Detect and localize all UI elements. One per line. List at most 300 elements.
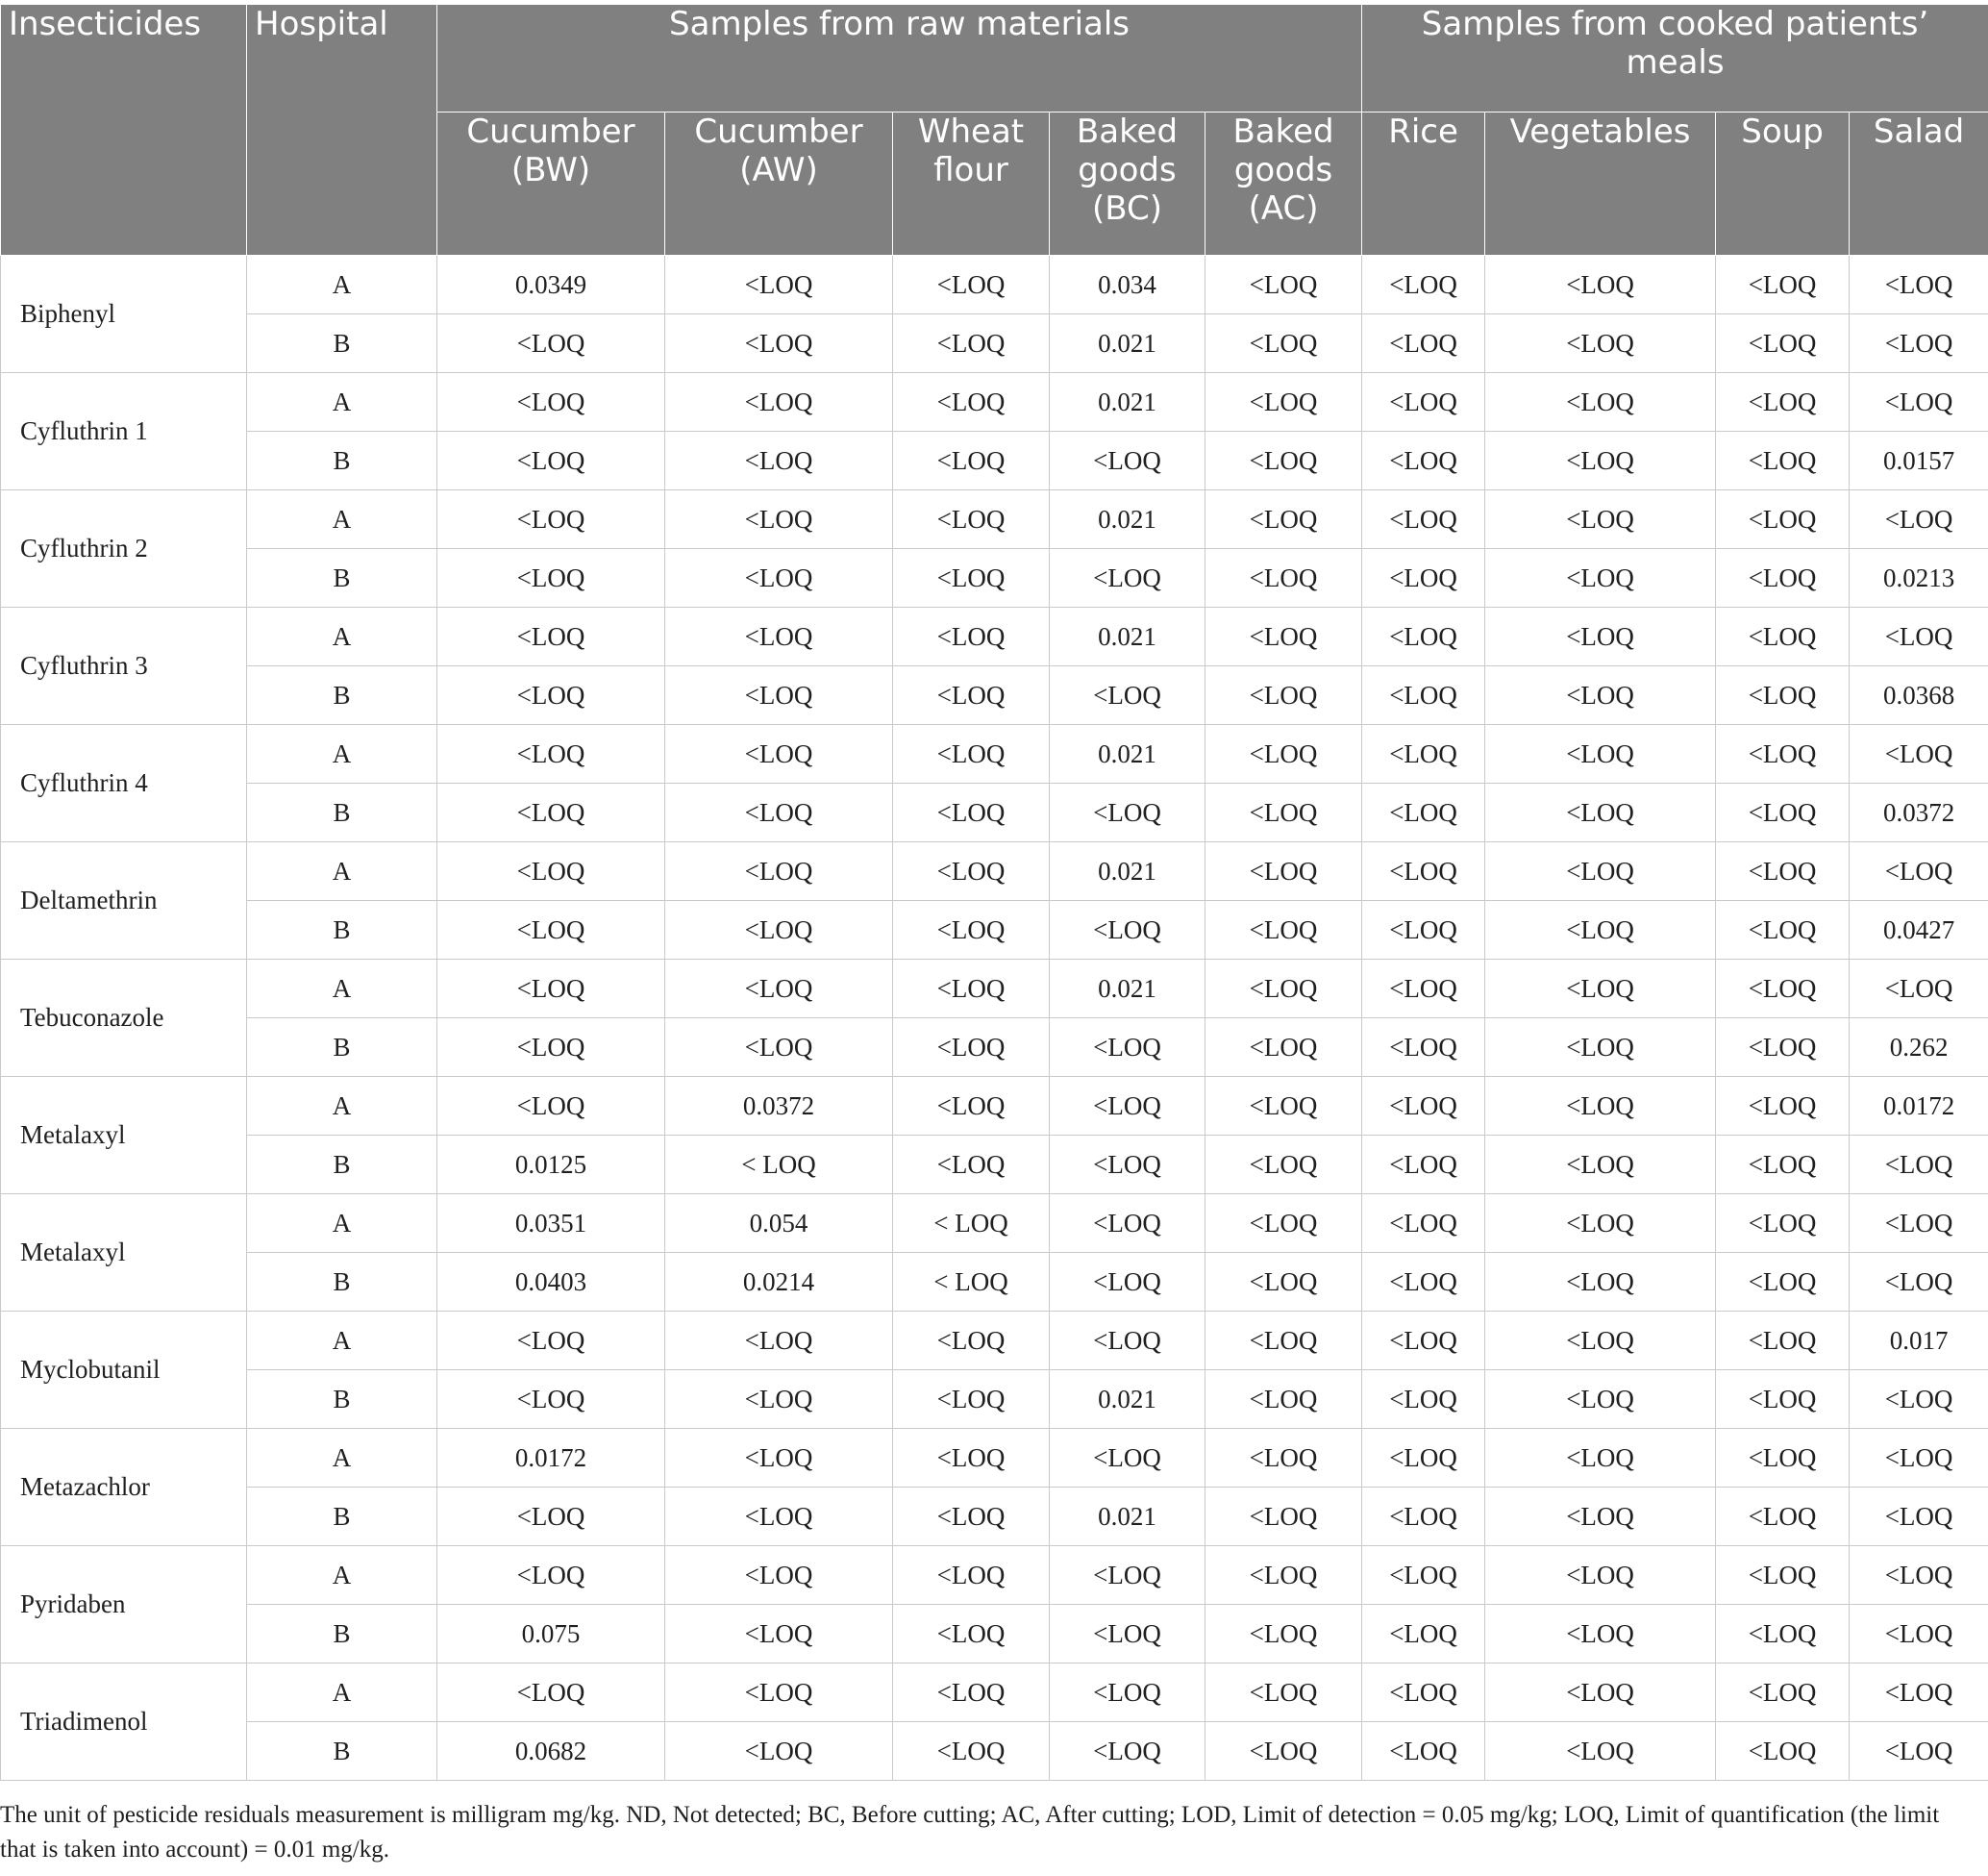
value-cell: 0.021 [1050, 960, 1205, 1018]
hospital-cell: A [247, 490, 437, 549]
value-cell: <LOQ [893, 1312, 1050, 1370]
value-cell: <LOQ [893, 373, 1050, 432]
value-cell: <LOQ [1050, 1136, 1205, 1194]
value-cell: <LOQ [437, 1312, 665, 1370]
value-cell: <LOQ [1362, 725, 1485, 784]
value-cell: <LOQ [665, 725, 893, 784]
value-cell: <LOQ [1362, 1546, 1485, 1605]
insecticide-name: Cyfluthrin 3 [1, 608, 247, 725]
value-cell: <LOQ [893, 549, 1050, 608]
value-cell: 0.0403 [437, 1253, 665, 1312]
table-row [1, 373, 1988, 432]
table-row [1, 1194, 1988, 1253]
value-cell: <LOQ [893, 256, 1050, 314]
insecticide-name: Metalaxyl [1, 1194, 247, 1312]
value-cell: <LOQ [1485, 549, 1716, 608]
value-cell: <LOQ [1485, 1488, 1716, 1546]
value-cell: <LOQ [665, 1488, 893, 1546]
value-cell: <LOQ [437, 608, 665, 666]
value-cell: <LOQ [1362, 432, 1485, 490]
value-cell: <LOQ [893, 666, 1050, 725]
value-cell: <LOQ [1850, 1663, 1988, 1722]
value-cell: <LOQ [1850, 256, 1988, 314]
value-cell: <LOQ [1850, 725, 1988, 784]
value-cell: <LOQ [1485, 725, 1716, 784]
value-cell: <LOQ [893, 1488, 1050, 1546]
insecticide-name: Triadimenol [1, 1663, 247, 1781]
value-cell: <LOQ [1850, 960, 1988, 1018]
value-cell: 0.021 [1050, 490, 1205, 549]
value-cell: <LOQ [1485, 1546, 1716, 1605]
value-cell: 0.0372 [1850, 784, 1988, 842]
table-row [1, 1663, 1988, 1722]
hospital-cell: B [247, 1488, 437, 1546]
value-cell: <LOQ [1850, 1722, 1988, 1781]
header-salad: Salad [1850, 113, 1988, 256]
value-cell: <LOQ [1716, 314, 1850, 373]
table-row [1, 256, 1988, 314]
insecticide-name: Biphenyl [1, 256, 247, 373]
value-cell: 0.021 [1050, 373, 1205, 432]
value-cell: <LOQ [1716, 1312, 1850, 1370]
value-cell: <LOQ [1050, 1663, 1205, 1722]
residues-table [0, 4, 1988, 1781]
value-cell: <LOQ [1485, 490, 1716, 549]
value-cell: <LOQ [1485, 1253, 1716, 1312]
value-cell: <LOQ [1716, 490, 1850, 549]
value-cell: <LOQ [437, 373, 665, 432]
value-cell: <LOQ [1050, 1018, 1205, 1077]
value-cell: <LOQ [1362, 901, 1485, 960]
hospital-cell: A [247, 1077, 437, 1136]
value-cell: <LOQ [1850, 1605, 1988, 1663]
table-row [1, 1722, 1988, 1781]
table-header [1, 5, 1988, 256]
value-cell: <LOQ [1362, 1429, 1485, 1488]
value-cell: <LOQ [1850, 1546, 1988, 1605]
table-row [1, 1370, 1988, 1429]
hospital-cell: A [247, 1312, 437, 1370]
value-cell: <LOQ [1205, 960, 1362, 1018]
value-cell: <LOQ [1205, 314, 1362, 373]
value-cell: <LOQ [1716, 1429, 1850, 1488]
value-cell: <LOQ [665, 784, 893, 842]
value-cell: 0.075 [437, 1605, 665, 1663]
value-cell: <LOQ [893, 960, 1050, 1018]
value-cell: <LOQ [1850, 842, 1988, 901]
value-cell: <LOQ [1485, 1429, 1716, 1488]
value-cell: <LOQ [665, 373, 893, 432]
value-cell: <LOQ [1716, 1077, 1850, 1136]
header-cooked-meals: Samples from cooked patients’ meals [1362, 5, 1988, 113]
value-cell: <LOQ [1050, 1194, 1205, 1253]
value-cell: <LOQ [665, 1605, 893, 1663]
value-cell: <LOQ [1716, 666, 1850, 725]
value-cell: <LOQ [893, 725, 1050, 784]
value-cell: <LOQ [1485, 432, 1716, 490]
hospital-cell: A [247, 256, 437, 314]
value-cell: <LOQ [893, 842, 1050, 901]
value-cell: <LOQ [1485, 1663, 1716, 1722]
value-cell: <LOQ [893, 1077, 1050, 1136]
hospital-cell: B [247, 901, 437, 960]
value-cell: <LOQ [1050, 901, 1205, 960]
hospital-cell: B [247, 1605, 437, 1663]
insecticide-name: Deltamethrin [1, 842, 247, 960]
value-cell: <LOQ [665, 1312, 893, 1370]
header-insecticides: Insecticides [1, 5, 247, 256]
hospital-cell: B [247, 1722, 437, 1781]
value-cell: 0.0372 [665, 1077, 893, 1136]
value-cell: <LOQ [1362, 960, 1485, 1018]
table-row [1, 842, 1988, 901]
hospital-cell: B [247, 666, 437, 725]
value-cell: <LOQ [1716, 901, 1850, 960]
value-cell: < LOQ [893, 1194, 1050, 1253]
value-cell: <LOQ [893, 1136, 1050, 1194]
value-cell: <LOQ [1850, 1253, 1988, 1312]
value-cell: <LOQ [1485, 1194, 1716, 1253]
value-cell: < LOQ [665, 1136, 893, 1194]
value-cell: <LOQ [1485, 1370, 1716, 1429]
value-cell: <LOQ [665, 314, 893, 373]
insecticide-name: Pyridaben [1, 1546, 247, 1663]
value-cell: <LOQ [665, 1018, 893, 1077]
value-cell: <LOQ [1716, 1546, 1850, 1605]
value-cell: <LOQ [665, 842, 893, 901]
value-cell: <LOQ [1205, 1722, 1362, 1781]
value-cell: <LOQ [1362, 1077, 1485, 1136]
value-cell: <LOQ [665, 256, 893, 314]
value-cell: <LOQ [1205, 549, 1362, 608]
value-cell: < LOQ [893, 1253, 1050, 1312]
value-cell: <LOQ [893, 1018, 1050, 1077]
value-cell: <LOQ [1362, 1488, 1485, 1546]
hospital-cell: A [247, 960, 437, 1018]
hospital-cell: B [247, 1018, 437, 1077]
table-row [1, 608, 1988, 666]
value-cell: <LOQ [1362, 1663, 1485, 1722]
value-cell: <LOQ [1362, 1253, 1485, 1312]
value-cell: <LOQ [437, 1663, 665, 1722]
value-cell: <LOQ [1205, 1194, 1362, 1253]
value-cell: <LOQ [1362, 1722, 1485, 1781]
table-footnote: The unit of pesticide residuals measurement is milligram mg/kg. ND, Not detected; BC, Before cutting; AC, After cutting; LOD, Limit of detection = 0.05 mg/kg; LOQ, Limit of quantification (the limit that is taken into account) = 0.01 mg/kg. [0, 1802, 1940, 1863]
hospital-cell: A [247, 373, 437, 432]
value-cell: <LOQ [1205, 1663, 1362, 1722]
value-cell: <LOQ [1716, 725, 1850, 784]
value-cell: <LOQ [1205, 1546, 1362, 1605]
value-cell: <LOQ [1362, 1018, 1485, 1077]
value-cell: <LOQ [893, 432, 1050, 490]
value-cell: 0.0427 [1850, 901, 1988, 960]
value-cell: <LOQ [1362, 256, 1485, 314]
value-cell: <LOQ [665, 608, 893, 666]
value-cell: <LOQ [1050, 1722, 1205, 1781]
value-cell: <LOQ [1362, 842, 1485, 901]
value-cell: <LOQ [1850, 1136, 1988, 1194]
value-cell: <LOQ [1716, 1253, 1850, 1312]
value-cell: <LOQ [1362, 1312, 1485, 1370]
header-vegetables: Vegetables [1485, 113, 1716, 256]
table-row [1, 432, 1988, 490]
value-cell: 0.021 [1050, 1488, 1205, 1546]
value-cell: <LOQ [1050, 432, 1205, 490]
value-cell: <LOQ [665, 666, 893, 725]
value-cell: <LOQ [1050, 784, 1205, 842]
value-cell: <LOQ [1485, 608, 1716, 666]
insecticide-name: Myclobutanil [1, 1312, 247, 1429]
hospital-cell: A [247, 1194, 437, 1253]
value-cell: <LOQ [1485, 314, 1716, 373]
value-cell: <LOQ [1850, 1194, 1988, 1253]
hospital-cell: A [247, 842, 437, 901]
value-cell: <LOQ [437, 960, 665, 1018]
value-cell: <LOQ [1362, 666, 1485, 725]
value-cell: <LOQ [893, 784, 1050, 842]
value-cell: <LOQ [665, 960, 893, 1018]
table-row [1, 1488, 1988, 1546]
value-cell: <LOQ [1205, 490, 1362, 549]
hospital-cell: A [247, 1546, 437, 1605]
value-cell: <LOQ [437, 490, 665, 549]
value-cell: 0.0213 [1850, 549, 1988, 608]
value-cell: <LOQ [1362, 1136, 1485, 1194]
value-cell: <LOQ [437, 901, 665, 960]
value-cell: <LOQ [1716, 1018, 1850, 1077]
value-cell: 0.054 [665, 1194, 893, 1253]
value-cell: 0.0351 [437, 1194, 665, 1253]
table-row [1, 1429, 1988, 1488]
value-cell: <LOQ [1205, 1077, 1362, 1136]
value-cell: <LOQ [665, 1546, 893, 1605]
value-cell: <LOQ [1716, 1722, 1850, 1781]
hospital-cell: B [247, 432, 437, 490]
value-cell: <LOQ [893, 1429, 1050, 1488]
value-cell: <LOQ [893, 1370, 1050, 1429]
value-cell: <LOQ [1205, 608, 1362, 666]
table-row [1, 1077, 1988, 1136]
value-cell: <LOQ [1716, 1488, 1850, 1546]
value-cell: 0.034 [1050, 256, 1205, 314]
table-row [1, 725, 1988, 784]
value-cell: <LOQ [1362, 490, 1485, 549]
insecticide-name: Cyfluthrin 4 [1, 725, 247, 842]
value-cell: <LOQ [437, 1546, 665, 1605]
value-cell: <LOQ [1850, 1488, 1988, 1546]
header-raw-materials: Samples from raw materials [437, 5, 1362, 113]
insecticide-name: Metazachlor [1, 1429, 247, 1546]
value-cell: <LOQ [893, 1605, 1050, 1663]
hospital-cell: B [247, 784, 437, 842]
table-row [1, 314, 1988, 373]
value-cell: <LOQ [1205, 666, 1362, 725]
value-cell: <LOQ [665, 901, 893, 960]
value-cell: <LOQ [665, 1370, 893, 1429]
value-cell: <LOQ [1205, 1312, 1362, 1370]
table-row [1, 666, 1988, 725]
value-cell: <LOQ [1362, 549, 1485, 608]
value-cell: <LOQ [1716, 960, 1850, 1018]
value-cell: <LOQ [437, 314, 665, 373]
value-cell: <LOQ [1205, 1370, 1362, 1429]
value-cell: <LOQ [1485, 960, 1716, 1018]
value-cell: <LOQ [1716, 1663, 1850, 1722]
value-cell: <LOQ [1205, 901, 1362, 960]
value-cell: <LOQ [1362, 1194, 1485, 1253]
value-cell: <LOQ [1485, 842, 1716, 901]
table-row [1, 1136, 1988, 1194]
value-cell: <LOQ [1485, 1018, 1716, 1077]
header-baked-goods-ac: Baked goods (AC) [1205, 113, 1362, 256]
hospital-cell: A [247, 608, 437, 666]
value-cell: 0.262 [1850, 1018, 1988, 1077]
value-cell: <LOQ [1485, 901, 1716, 960]
value-cell: <LOQ [1850, 490, 1988, 549]
insecticide-name: Cyfluthrin 1 [1, 373, 247, 490]
header-cucumber-bw: Cucumber (BW) [437, 113, 665, 256]
value-cell: <LOQ [437, 1488, 665, 1546]
value-cell: 0.021 [1050, 1370, 1205, 1429]
value-cell: <LOQ [437, 549, 665, 608]
value-cell: <LOQ [1362, 1605, 1485, 1663]
table-row [1, 1312, 1988, 1370]
value-cell: <LOQ [1050, 666, 1205, 725]
value-cell: <LOQ [1050, 549, 1205, 608]
value-cell: <LOQ [1716, 784, 1850, 842]
table-row [1, 1546, 1988, 1605]
value-cell: <LOQ [1716, 1136, 1850, 1194]
value-cell: <LOQ [437, 1370, 665, 1429]
value-cell: <LOQ [1850, 1429, 1988, 1488]
value-cell: 0.0172 [437, 1429, 665, 1488]
value-cell: <LOQ [1850, 314, 1988, 373]
value-cell: 0.0172 [1850, 1077, 1988, 1136]
value-cell: <LOQ [1205, 1253, 1362, 1312]
value-cell: <LOQ [1362, 784, 1485, 842]
hospital-cell: B [247, 1136, 437, 1194]
insecticide-name: Metalaxyl [1, 1077, 247, 1194]
value-cell: <LOQ [1050, 1605, 1205, 1663]
value-cell: <LOQ [1485, 1605, 1716, 1663]
value-cell: 0.0682 [437, 1722, 665, 1781]
value-cell: <LOQ [1850, 608, 1988, 666]
value-cell: 0.021 [1050, 314, 1205, 373]
header-hospital: Hospital [247, 5, 437, 256]
value-cell: <LOQ [1205, 1605, 1362, 1663]
value-cell: <LOQ [1205, 1018, 1362, 1077]
header-cucumber-aw: Cucumber (AW) [665, 113, 893, 256]
insecticide-name: Cyfluthrin 2 [1, 490, 247, 608]
value-cell: <LOQ [1205, 373, 1362, 432]
value-cell: 0.021 [1050, 842, 1205, 901]
value-cell: <LOQ [1716, 432, 1850, 490]
value-cell: 0.021 [1050, 608, 1205, 666]
value-cell: <LOQ [1716, 1370, 1850, 1429]
value-cell: <LOQ [1050, 1546, 1205, 1605]
value-cell: <LOQ [1485, 1136, 1716, 1194]
value-cell: <LOQ [893, 1722, 1050, 1781]
value-cell: <LOQ [1850, 373, 1988, 432]
value-cell: 0.0157 [1850, 432, 1988, 490]
value-cell: <LOQ [1850, 1370, 1988, 1429]
value-cell: <LOQ [1205, 1136, 1362, 1194]
value-cell: <LOQ [893, 490, 1050, 549]
value-cell: <LOQ [437, 666, 665, 725]
value-cell: <LOQ [1716, 549, 1850, 608]
value-cell: <LOQ [893, 901, 1050, 960]
value-cell: <LOQ [665, 1722, 893, 1781]
hospital-cell: B [247, 1253, 437, 1312]
table-row [1, 1605, 1988, 1663]
value-cell: <LOQ [1205, 1429, 1362, 1488]
value-cell: <LOQ [665, 432, 893, 490]
value-cell: <LOQ [437, 1077, 665, 1136]
value-cell: <LOQ [1485, 256, 1716, 314]
value-cell: <LOQ [1205, 432, 1362, 490]
table-row [1, 1253, 1988, 1312]
hospital-cell: A [247, 1429, 437, 1488]
hospital-cell: B [247, 549, 437, 608]
hospital-cell: B [247, 314, 437, 373]
value-cell: <LOQ [1362, 373, 1485, 432]
value-cell: <LOQ [1362, 1370, 1485, 1429]
value-cell: <LOQ [1205, 1488, 1362, 1546]
value-cell: <LOQ [1205, 842, 1362, 901]
table-body [1, 256, 1988, 1781]
value-cell: <LOQ [893, 314, 1050, 373]
value-cell: <LOQ [1050, 1312, 1205, 1370]
header-wheat-flour: Wheat flour [893, 113, 1050, 256]
value-cell: <LOQ [1362, 608, 1485, 666]
header-soup: Soup [1716, 113, 1850, 256]
hospital-cell: A [247, 1663, 437, 1722]
value-cell: 0.0214 [665, 1253, 893, 1312]
value-cell: <LOQ [1485, 1722, 1716, 1781]
value-cell: <LOQ [1485, 1077, 1716, 1136]
value-cell: <LOQ [437, 725, 665, 784]
value-cell: <LOQ [1362, 314, 1485, 373]
table-row [1, 490, 1988, 549]
value-cell: <LOQ [1485, 666, 1716, 725]
value-cell: <LOQ [437, 784, 665, 842]
value-cell: 0.021 [1050, 725, 1205, 784]
value-cell: <LOQ [1716, 256, 1850, 314]
table-row [1, 901, 1988, 960]
header-rice: Rice [1362, 113, 1485, 256]
header-baked-goods-bc: Baked goods (BC) [1050, 113, 1205, 256]
value-cell: 0.0125 [437, 1136, 665, 1194]
hospital-cell: A [247, 725, 437, 784]
value-cell: <LOQ [1205, 725, 1362, 784]
insecticide-name: Tebuconazole [1, 960, 247, 1077]
value-cell: <LOQ [665, 1429, 893, 1488]
table-row [1, 784, 1988, 842]
table-row [1, 549, 1988, 608]
value-cell: <LOQ [1716, 1194, 1850, 1253]
value-cell: <LOQ [893, 608, 1050, 666]
value-cell: <LOQ [1716, 373, 1850, 432]
value-cell: <LOQ [1716, 842, 1850, 901]
value-cell: <LOQ [1716, 1605, 1850, 1663]
value-cell: <LOQ [665, 490, 893, 549]
hospital-cell: B [247, 1370, 437, 1429]
value-cell: <LOQ [1050, 1429, 1205, 1488]
value-cell: <LOQ [437, 842, 665, 901]
value-cell: <LOQ [1205, 256, 1362, 314]
value-cell: <LOQ [1050, 1077, 1205, 1136]
value-cell: <LOQ [1485, 1312, 1716, 1370]
